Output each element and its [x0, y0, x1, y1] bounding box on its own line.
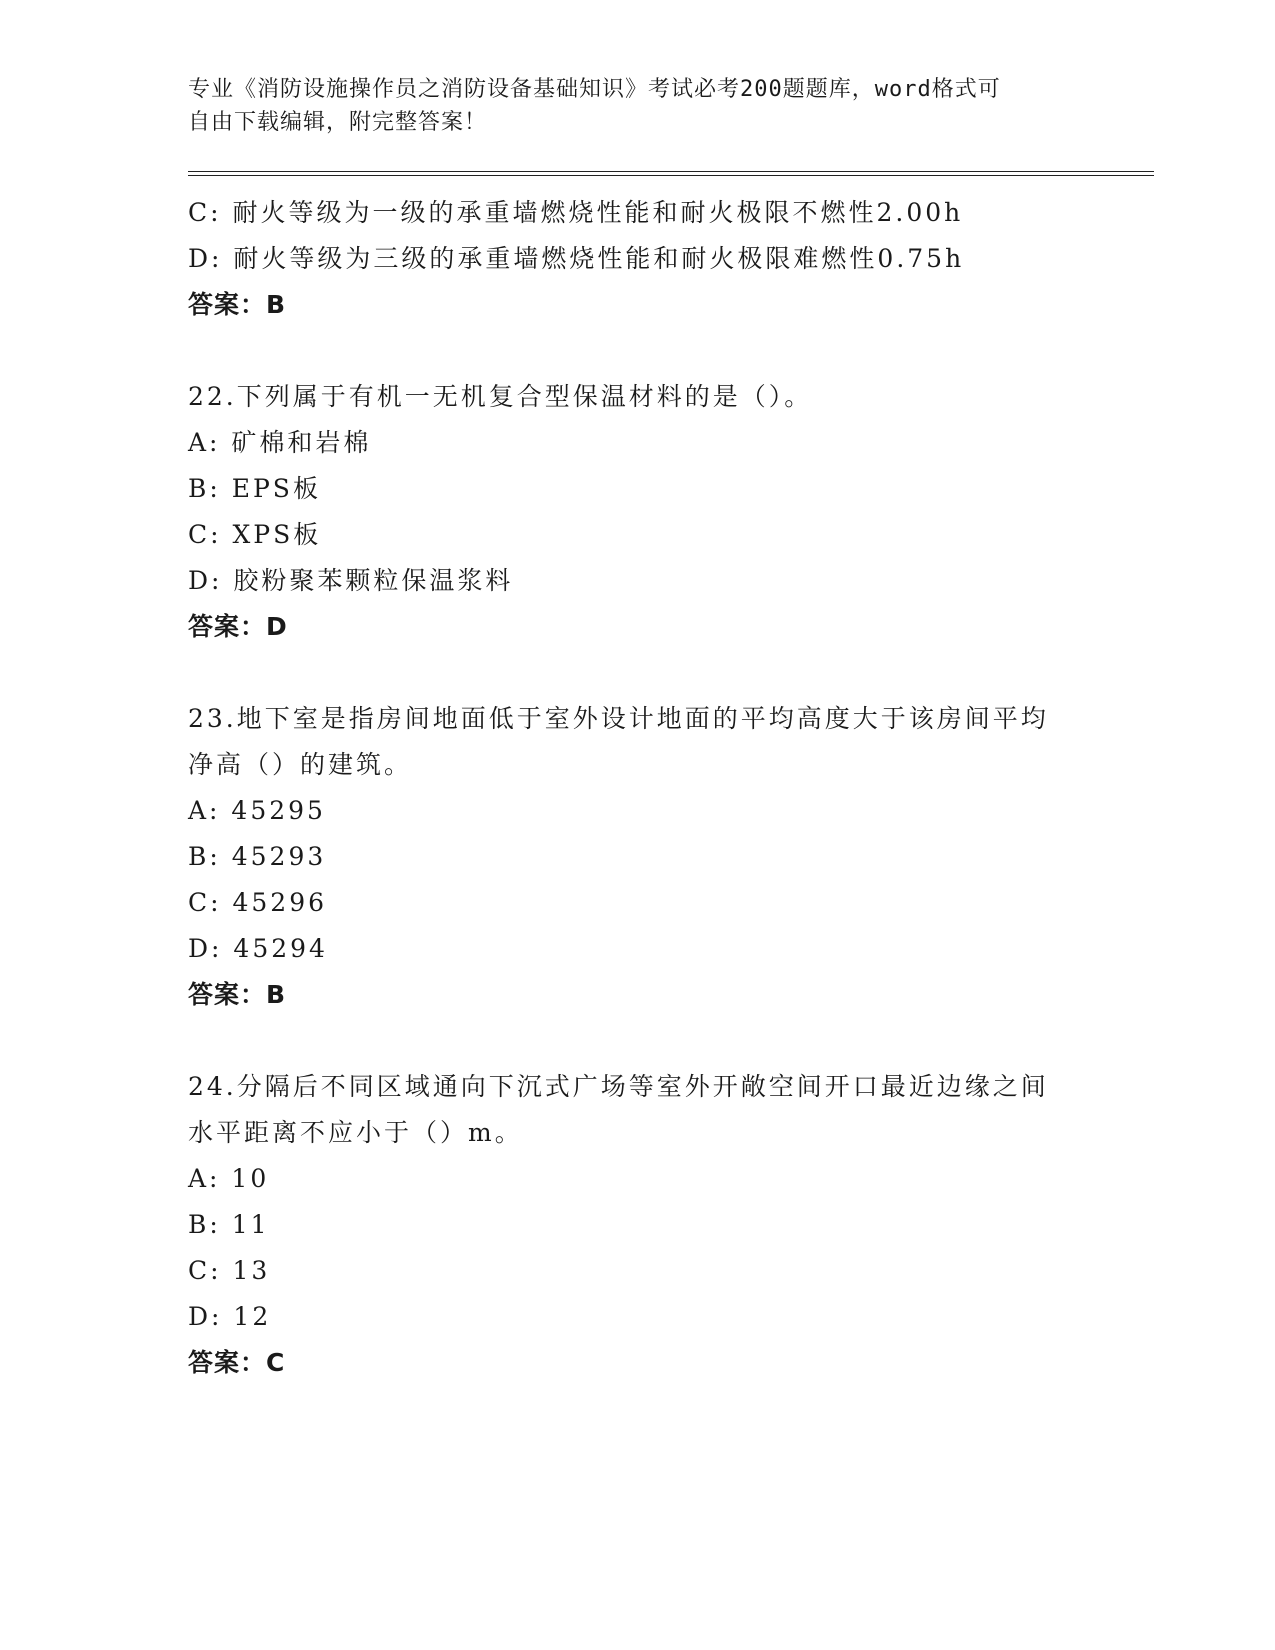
option-b: B: 45293: [188, 842, 327, 871]
option-d: D: 45294: [188, 934, 328, 963]
document-header: [188, 73, 1088, 139]
question-24: [188, 1064, 1088, 1386]
option-a: A: 45295: [188, 796, 326, 825]
header-line-2: 自由下载编辑，附完整答案！: [188, 110, 488, 135]
question-stem-line-2: 水平距离不应小于（）m。: [188, 1118, 523, 1147]
header-divider-bottom: [188, 175, 1154, 176]
question-stem: 22.下列属于有机一无机复合型保温材料的是（）。: [188, 382, 813, 411]
question-stem-line-1: 24.分隔后不同区域通向下沉式广场等室外开敞空间开口最近边缘之间: [188, 1072, 1049, 1101]
question-stem-line-2: 净高（）的建筑。: [188, 750, 413, 779]
question-22: [188, 374, 1088, 650]
question-21-tail: [188, 190, 1088, 328]
header-divider-top: [188, 171, 1154, 172]
option-b: B: EPS板: [188, 474, 321, 503]
option-c: C: 13: [188, 1256, 271, 1285]
question-list: [188, 190, 1088, 1386]
answer-label: 答案：D: [188, 612, 288, 641]
question-23: [188, 696, 1088, 1018]
option-c: C: XPS板: [188, 520, 322, 549]
option-d: D: 耐火等级为三级的承重墙燃烧性能和耐火极限难燃性0.75h: [188, 244, 965, 273]
header-line-1: 专业《消防设施操作员之消防设备基础知识》考试必考200题题库，word格式可: [188, 77, 1001, 102]
option-d: D: 胶粉聚苯颗粒保温浆料: [188, 566, 514, 595]
answer-label: 答案：B: [188, 290, 287, 319]
option-a: A: 矿棉和岩棉: [188, 428, 372, 457]
option-c: C: 耐火等级为一级的承重墙燃烧性能和耐火极限不燃性2.00h: [188, 198, 964, 227]
answer-label: 答案：C: [188, 1348, 286, 1377]
option-d: D: 12: [188, 1302, 272, 1331]
option-a: A: 10: [188, 1164, 270, 1193]
answer-label: 答案：B: [188, 980, 287, 1009]
option-c: C: 45296: [188, 888, 328, 917]
question-stem-line-1: 23.地下室是指房间地面低于室外设计地面的平均高度大于该房间平均: [188, 704, 1049, 733]
option-b: B: 11: [188, 1210, 270, 1239]
